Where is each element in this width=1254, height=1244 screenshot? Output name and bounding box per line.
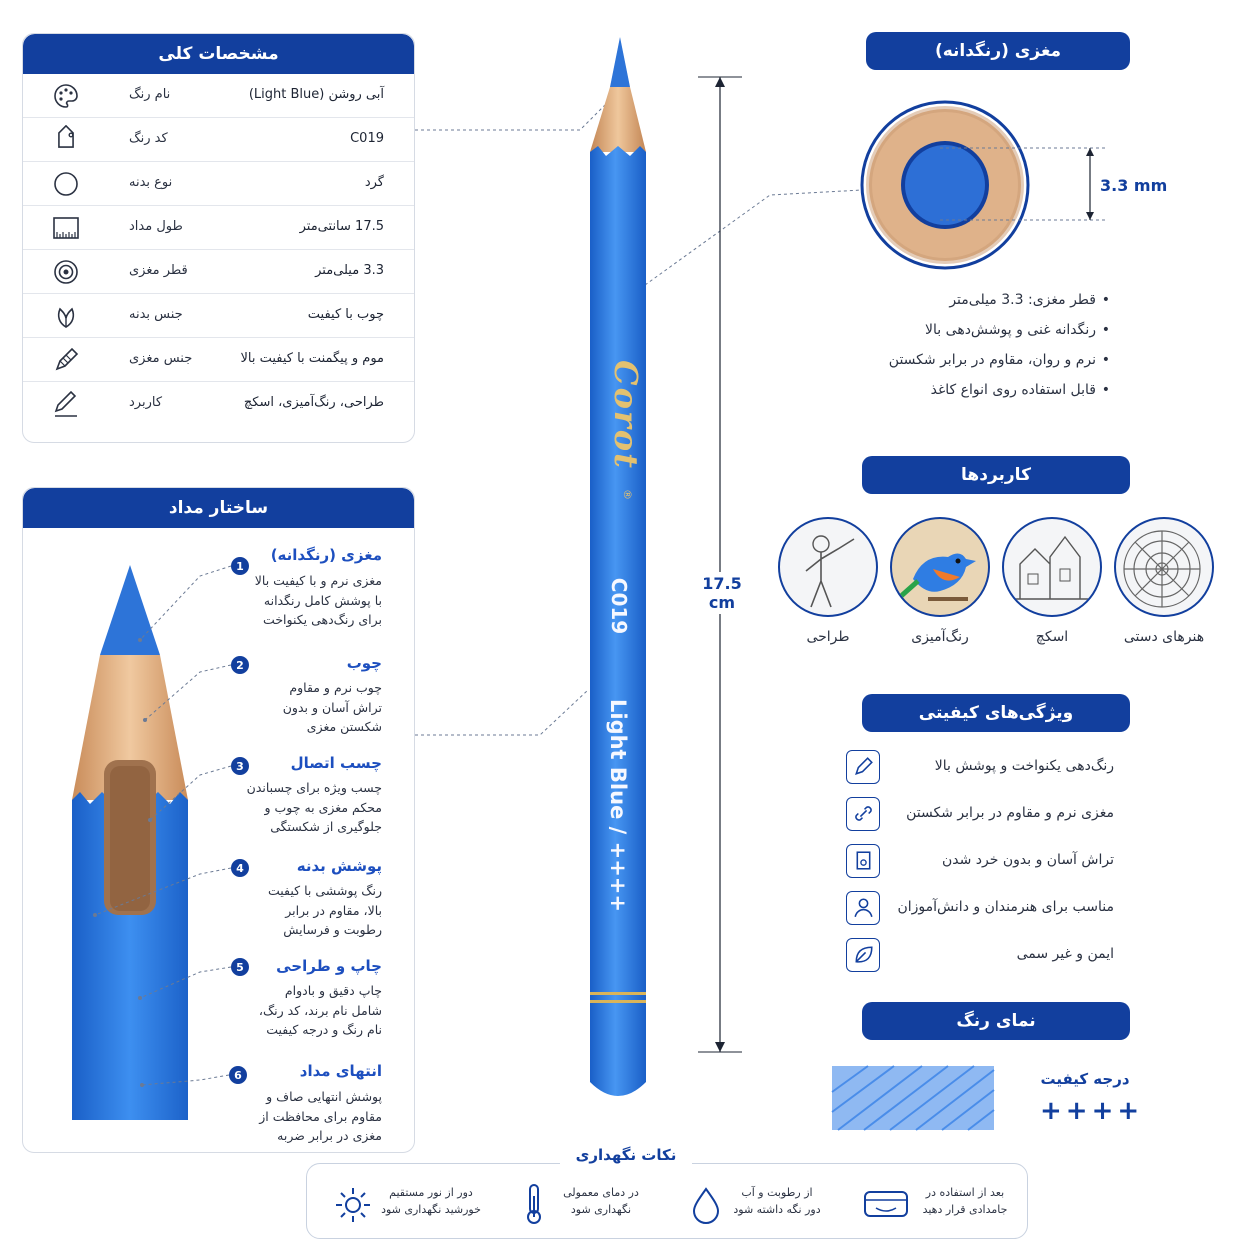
- part-desc: پوشش انتهایی صاف و مقاوم برای محافظت از مغزی در برابر ضربه: [259, 1089, 382, 1143]
- length-dimension-line: [690, 70, 750, 1060]
- spec-value: C019: [350, 131, 384, 146]
- figure-sketch-icon: [778, 517, 878, 617]
- part-title: چسب اتصال: [290, 754, 382, 772]
- quality-text: مغزی نرم و مقاوم در برابر شکستن: [906, 805, 1114, 821]
- quality-text: مناسب برای هنرمندان و دانش‌آموزان: [897, 899, 1114, 915]
- grade-value: ++++: [1040, 1096, 1144, 1126]
- spec-value: طراحی، رنگ‌آمیزی، اسکچ: [243, 395, 384, 410]
- core-title: مغزی (رنگدانه): [866, 32, 1130, 70]
- pencil-registered-mark: ®: [621, 489, 634, 500]
- part-title: چاپ و طراحی: [276, 957, 382, 975]
- part-number: 4: [231, 859, 249, 877]
- structure-title: ساختار مداد: [23, 488, 414, 528]
- mandala-icon: [1114, 517, 1214, 617]
- quality-text: ایمن و غیر سمی: [1016, 946, 1114, 962]
- spec-value: 17.5 سانتی‌متر: [299, 219, 384, 234]
- pencil-icon: [846, 750, 880, 784]
- care-text: بعد از استفاده در جامدادی قرار دهید: [922, 1186, 1008, 1216]
- swatch-title: نمای رنگ: [862, 1002, 1130, 1040]
- spec-value: 3.3 میلی‌متر: [315, 263, 384, 278]
- general-specs-title: مشخصات کلی: [23, 34, 414, 74]
- spec-label: کد رنگ: [129, 131, 168, 146]
- pencil-name: Light Blue / ++++: [606, 699, 630, 912]
- quality-title: ویژگی‌های کیفیتی: [862, 694, 1130, 732]
- spec-value: گرد: [364, 175, 384, 190]
- part-number: 3: [231, 757, 249, 775]
- bird-painting-icon: [890, 517, 990, 617]
- part-title: چوب: [346, 654, 382, 672]
- part-desc: چاپ دقیق و بادوام شامل نام برند، کد رنگ، نام رنگ و درجه کیفیت: [258, 983, 382, 1037]
- part-desc: مغزی نرم و با کیفیت بالا با پوشش کامل رنگدانه برای رنگ‌دهی یکنواخت: [254, 573, 382, 627]
- care-text: از رطوبت و آب دور نگه داشته شود: [733, 1186, 821, 1216]
- core-diameter-dimension: [940, 140, 1110, 230]
- spec-label: جنس مغزی: [129, 351, 193, 366]
- length-label: 17.5 cm: [688, 572, 756, 614]
- core-bullet: قطر مغزی: 3.3 میلی‌متر •: [949, 292, 1096, 308]
- part-number: 1: [231, 557, 249, 575]
- spec-value: چوب با کیفیت: [307, 307, 384, 322]
- spec-label: طول مداد: [129, 219, 183, 234]
- pencil-brand: Corot: [607, 360, 645, 470]
- care-title: نکات نگهداری: [560, 1146, 692, 1164]
- part-title: انتهای مداد: [299, 1062, 382, 1080]
- part-number: 6: [229, 1066, 247, 1084]
- app-label-sketch: اسکچ: [1035, 629, 1069, 645]
- core-diameter-label: 3.3 mm: [1100, 176, 1168, 195]
- part-desc: چسب ویژه برای چسباندن محکم مغزی به چوب و جلوگیری از شکستگی: [246, 780, 382, 834]
- pencil-code: C019: [607, 577, 631, 635]
- part-number: 2: [231, 656, 249, 674]
- app-label-coloring: رنگ‌آمیزی: [911, 629, 969, 645]
- spec-label: کاربرد: [129, 395, 163, 410]
- spec-label: نوع بدنه: [129, 175, 173, 190]
- part-desc: چوب نرم و مقاوم تراش آسان و بدون شکستن مغزی: [282, 680, 382, 734]
- building-sketch-icon: [1002, 517, 1102, 617]
- part-title: مغزی (رنگدانه): [270, 546, 382, 564]
- color-swatch: [828, 1062, 998, 1134]
- app-label-crafts: هنرهای دستی: [1123, 629, 1205, 645]
- spec-value: آبی روشن (Light Blue): [248, 87, 384, 102]
- part-desc: رنگ پوششی با کیفیت بالا، مقاوم در برابر رطوبت و فرسایش: [268, 883, 382, 937]
- quality-text: تراش آسان و بدون خرد شدن: [941, 852, 1114, 868]
- part-number: 5: [231, 958, 249, 976]
- spec-label: جنس بدنه: [129, 307, 183, 322]
- spec-value: موم و پیگمنت با کیفیت بالا: [240, 351, 384, 366]
- care-text: دور از نور مستقیم خورشید نگهداری شود: [381, 1186, 481, 1216]
- spec-label: نام رنگ: [129, 87, 171, 102]
- core-bullet: رنگدانه غنی و پوشش‌دهی بالا •: [925, 322, 1096, 338]
- user-icon: [846, 891, 880, 925]
- part-title: پوشش بدنه: [296, 857, 382, 875]
- grade-label: درجه کیفیت: [1040, 1070, 1130, 1088]
- app-label-drawing: طراحی: [806, 629, 850, 645]
- core-bullet: قابل استفاده روی انواع کاغذ •: [931, 382, 1096, 398]
- quality-text: رنگ‌دهی یکنواخت و پوشش بالا: [934, 758, 1114, 774]
- spec-label: قطر مغزی: [129, 263, 188, 278]
- sharpener-icon: [846, 844, 880, 878]
- leaf-icon: [846, 938, 880, 972]
- core-bullet: نرم و روان، مقاوم در برابر شکستن •: [889, 352, 1096, 368]
- link-icon: [846, 797, 880, 831]
- care-text: در دمای معمولی نگهداری شود: [563, 1186, 639, 1216]
- applications-title: کاربردها: [862, 456, 1130, 494]
